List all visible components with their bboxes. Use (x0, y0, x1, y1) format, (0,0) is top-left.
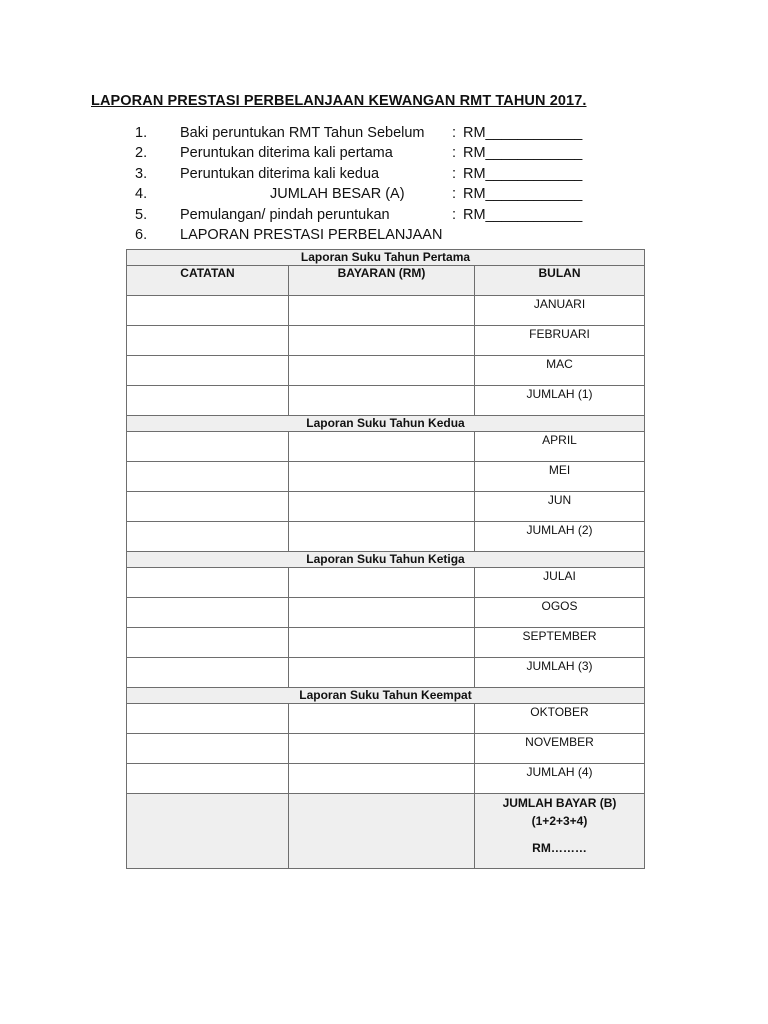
bayaran-cell[interactable] (289, 734, 475, 764)
bayaran-cell[interactable] (289, 386, 475, 416)
item-value-blank: RM____________ (463, 165, 583, 182)
header-catatan: CATATAN (127, 266, 289, 296)
item-number: 1. (135, 125, 148, 141)
month-cell: FEBRUARI (475, 326, 645, 356)
table-row (127, 356, 645, 386)
info-item (135, 145, 655, 165)
table-row (127, 326, 645, 356)
month-cell: JULAI (475, 568, 645, 598)
item-colon: : (452, 165, 457, 182)
bayaran-cell[interactable] (289, 356, 475, 386)
bayaran-cell[interactable] (289, 658, 475, 688)
catatan-cell[interactable] (127, 568, 289, 598)
catatan-cell[interactable] (127, 794, 289, 869)
item-number: 2. (135, 145, 148, 162)
item-label: Pemulangan/ pindah peruntukan (180, 206, 390, 223)
month-cell: JUMLAH (3) (475, 658, 645, 688)
item-label: Peruntukan diterima kali kedua (180, 165, 380, 182)
total-row (127, 794, 645, 869)
total-amount: RM……… (532, 841, 587, 855)
item-value-blank: RM____________ (463, 206, 583, 223)
expenditure-report-table (126, 249, 645, 869)
table-row (127, 568, 645, 598)
item-label: Peruntukan diterima kali pertama (180, 145, 393, 162)
item-label: JUMLAH BESAR (A) (270, 186, 405, 203)
total-label: JUMLAH BAYAR (B) (502, 796, 617, 810)
catatan-cell[interactable] (127, 628, 289, 658)
catatan-cell[interactable] (127, 522, 289, 552)
section-title-row (127, 416, 645, 432)
bayaran-cell[interactable] (289, 492, 475, 522)
catatan-cell[interactable] (127, 432, 289, 462)
catatan-cell[interactable] (127, 704, 289, 734)
info-item (135, 227, 655, 247)
catatan-cell[interactable] (127, 462, 289, 492)
month-cell: MEI (475, 462, 645, 492)
catatan-cell[interactable] (127, 598, 289, 628)
month-cell: SEPTEMBER (475, 628, 645, 658)
bayaran-cell[interactable] (289, 296, 475, 326)
bayaran-cell[interactable] (289, 326, 475, 356)
table-row (127, 296, 645, 326)
month-cell: JUMLAH (1) (475, 386, 645, 416)
table-row (127, 462, 645, 492)
section-title-row (127, 250, 645, 266)
catatan-cell[interactable] (127, 734, 289, 764)
month-cell: JUMLAH (2) (475, 522, 645, 552)
table-row (127, 598, 645, 628)
item-number: 4. (135, 186, 148, 203)
info-list (135, 125, 655, 247)
catatan-cell[interactable] (127, 326, 289, 356)
section-title-row (127, 688, 645, 704)
section-title: Laporan Suku Tahun Kedua (127, 416, 645, 432)
total-formula: (1+2+3+4) (531, 814, 588, 828)
catatan-cell[interactable] (127, 386, 289, 416)
month-cell: NOVEMBER (475, 734, 645, 764)
bayaran-cell[interactable] (289, 794, 475, 869)
header-bulan: BULAN (475, 266, 645, 296)
item-number: 3. (135, 165, 148, 182)
info-item (135, 166, 655, 186)
catatan-cell[interactable] (127, 492, 289, 522)
table-header-row (127, 266, 645, 296)
item-colon: : (452, 145, 457, 162)
total-cell (475, 794, 645, 869)
item-label: Baki peruntukan RMT Tahun Sebelum (180, 125, 425, 141)
month-cell: MAC (475, 356, 645, 386)
catatan-cell[interactable] (127, 356, 289, 386)
info-item (135, 125, 655, 145)
bayaran-cell[interactable] (289, 568, 475, 598)
item-colon: : (452, 125, 457, 141)
header-bayaran: BAYARAN (RM) (289, 266, 475, 296)
bayaran-cell[interactable] (289, 598, 475, 628)
month-cell: JANUARI (475, 296, 645, 326)
item-value-blank: RM____________ (463, 186, 583, 203)
item-label: LAPORAN PRESTASI PERBELANJAAN (180, 226, 443, 243)
bayaran-cell[interactable] (289, 764, 475, 794)
table-row (127, 734, 645, 764)
month-cell: OGOS (475, 598, 645, 628)
bayaran-cell[interactable] (289, 704, 475, 734)
table-row (127, 492, 645, 522)
item-colon: : (452, 206, 457, 223)
catatan-cell[interactable] (127, 764, 289, 794)
section-title: Laporan Suku Tahun Ketiga (127, 552, 645, 568)
table-row (127, 764, 645, 794)
table-row (127, 658, 645, 688)
table-row (127, 522, 645, 552)
month-cell: OKTOBER (475, 704, 645, 734)
item-value-blank: RM____________ (463, 125, 583, 141)
month-cell: APRIL (475, 432, 645, 462)
month-cell: JUMLAH (4) (475, 764, 645, 794)
catatan-cell[interactable] (127, 658, 289, 688)
bayaran-cell[interactable] (289, 432, 475, 462)
item-value-blank: RM____________ (463, 145, 583, 162)
item-colon: : (452, 186, 457, 203)
total-spacer (475, 830, 644, 839)
table-row (127, 704, 645, 734)
bayaran-cell[interactable] (289, 522, 475, 552)
info-item (135, 186, 655, 206)
item-number: 5. (135, 206, 148, 223)
section-title: Laporan Suku Tahun Pertama (127, 250, 645, 266)
table-row (127, 432, 645, 462)
bayaran-cell[interactable] (289, 462, 475, 492)
page-title: LAPORAN PRESTASI PERBELANJAAN KEWANGAN RMT TAHUN 2017. (91, 93, 587, 109)
section-title: Laporan Suku Tahun Keempat (127, 688, 645, 704)
table-row (127, 628, 645, 658)
catatan-cell[interactable] (127, 296, 289, 326)
item-number: 6. (135, 226, 148, 243)
info-item (135, 207, 655, 227)
table-row (127, 386, 645, 416)
bayaran-cell[interactable] (289, 628, 475, 658)
section-title-row (127, 552, 645, 568)
month-cell: JUN (475, 492, 645, 522)
